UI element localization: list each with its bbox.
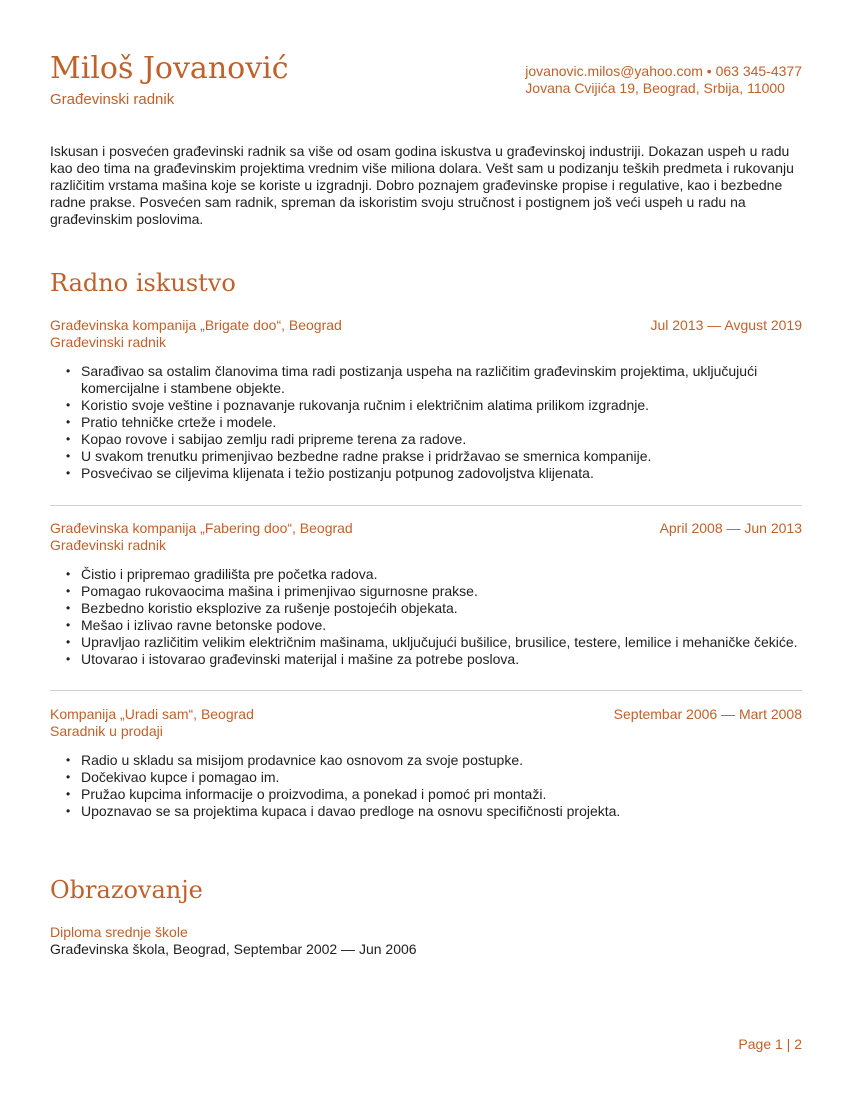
candidate-name: Miloš Jovanović: [50, 51, 289, 86]
education-degree: Diploma srednje škole: [50, 924, 188, 940]
list-item: • Utovarao i istovarao građevinski materijal i mašine za potrebe poslova.: [66, 651, 520, 667]
contact-address: Jovana Cvijića 19, Beograd, Srbija, 11000: [525, 80, 785, 96]
job-header: [50, 706, 802, 723]
contact-info: [525, 63, 802, 97]
list-item: • Sarađivao sa ostalim članovima tima radi postizanja uspeha na različitim građevinskim projektima, uključujući komercijalne i stambene objekte.: [66, 363, 758, 396]
job-header: [50, 317, 802, 334]
list-item: • Radio u skladu sa misijom prodavnice kao osnovom za svoje postupke.: [66, 752, 524, 768]
bullet-icon: •: [66, 398, 71, 412]
job-role: Građevinski radnik: [50, 537, 166, 553]
bullet-icon: •: [66, 432, 71, 446]
job-dates: Jul 2013 — Avgust 2019: [650, 317, 802, 333]
list-item: • Pomagao rukovaocima mašina i primenjivao sigurnosne prakse.: [66, 583, 478, 599]
job-role: Saradnik u prodaji: [50, 723, 163, 739]
bullet-icon: •: [66, 652, 71, 666]
list-item: • Koristio svoje veštine i poznavanje rukovanja ručnim i električnim alatima prilikom izgradnje.: [66, 397, 650, 413]
job-header: [50, 520, 802, 537]
bullet-icon: •: [66, 804, 71, 818]
job-company: Kompanija „Uradi sam“, Beograd: [50, 706, 254, 722]
bullet-icon: •: [66, 770, 71, 784]
list-item: • Bezbedno koristio eksplozive za rušenje postojećih objekata.: [66, 600, 458, 616]
list-item: • Mešao i izlivao ravne betonske podove.: [66, 617, 327, 633]
job-duties: [50, 752, 802, 820]
list-item: • Upoznavao se sa projektima kupaca i davao predloge na osnovu specifičnosti projekta.: [66, 803, 621, 819]
job-duties: [50, 363, 802, 482]
page-number: Page 1 | 2: [738, 1036, 802, 1052]
section-divider: [50, 505, 802, 506]
job-entry: [50, 317, 802, 482]
bullet-icon: •: [66, 601, 71, 615]
list-item: • Pratio tehničke crteže i modele.: [66, 414, 277, 430]
list-item: • U svakom trenutku primenjivao bezbedne radne prakse i pridržavao se smernica kompanije.: [66, 448, 652, 464]
education-school: Građevinska škola, Beograd, Septembar 2002 — Jun 2006: [50, 941, 417, 957]
job-entry: [50, 520, 802, 668]
job-role: Građevinski radnik: [50, 334, 166, 350]
contact-email-phone: jovanovic.milos@yahoo.com • 063 345-4377: [525, 63, 802, 79]
job-duties: [50, 566, 802, 668]
education-heading: Obrazovanje: [50, 876, 203, 904]
list-item: • Pružao kupcima informacije o proizvodima, a ponekad i pomoć pri montaži.: [66, 786, 547, 802]
experience-heading: Radno iskustvo: [50, 269, 236, 297]
job-dates: April 2008 — Jun 2013: [659, 520, 802, 536]
bullet-icon: •: [66, 364, 71, 378]
list-item: • Dočekivao kupce i pomagao im.: [66, 769, 280, 785]
list-item: • Čistio i pripremao gradilišta pre početka radova.: [66, 566, 378, 582]
bullet-icon: •: [66, 787, 71, 801]
job-company: Građevinska kompanija „Fabering doo“, Beograd: [50, 520, 353, 536]
profile-summary: Iskusan i posvećen građevinski radnik sa više od osam godina iskustva u građevinskoj industriji. Dokazan uspeh u radu kao deo tima na građevinskim projektima vrednim više miliona dolara. Vešt sam u podizanju teških predmeta i rukovanju različitim vrstama mašina koje se koriste u izgradnji. Dobro poznajem građevinske propise i regulative, kao i bezbedne radne prakse. Posvećen sam radnik, spreman da iskoristim svoju stručnost i postignem još veći uspeh u radu na građevinskim poslovima.: [50, 143, 794, 227]
list-item: • Upravljao različitim velikim električnim mašinama, uključujući bušilice, brusilice, testere, lemilice i mehaničke čekiće.: [66, 634, 798, 650]
candidate-title: Građevinski radnik: [50, 91, 175, 108]
bullet-icon: •: [66, 635, 71, 649]
bullet-icon: •: [66, 567, 71, 581]
list-item: • Kopao rovove i sabijao zemlju radi pripreme terena za radove.: [66, 431, 467, 447]
bullet-icon: •: [66, 466, 71, 480]
list-item: • Posvećivao se ciljevima klijenata i težio postizanju potpunog zadovoljstva klijenata.: [66, 465, 594, 481]
job-company: Građevinska kompanija „Brigate doo“, Beograd: [50, 317, 342, 333]
job-dates: Septembar 2006 — Mart 2008: [613, 706, 802, 722]
job-entry: [50, 706, 802, 820]
bullet-icon: •: [66, 584, 71, 598]
bullet-icon: •: [66, 753, 71, 767]
bullet-icon: •: [66, 415, 71, 429]
bullet-icon: •: [66, 449, 71, 463]
section-divider: [50, 690, 802, 691]
bullet-icon: •: [66, 618, 71, 632]
